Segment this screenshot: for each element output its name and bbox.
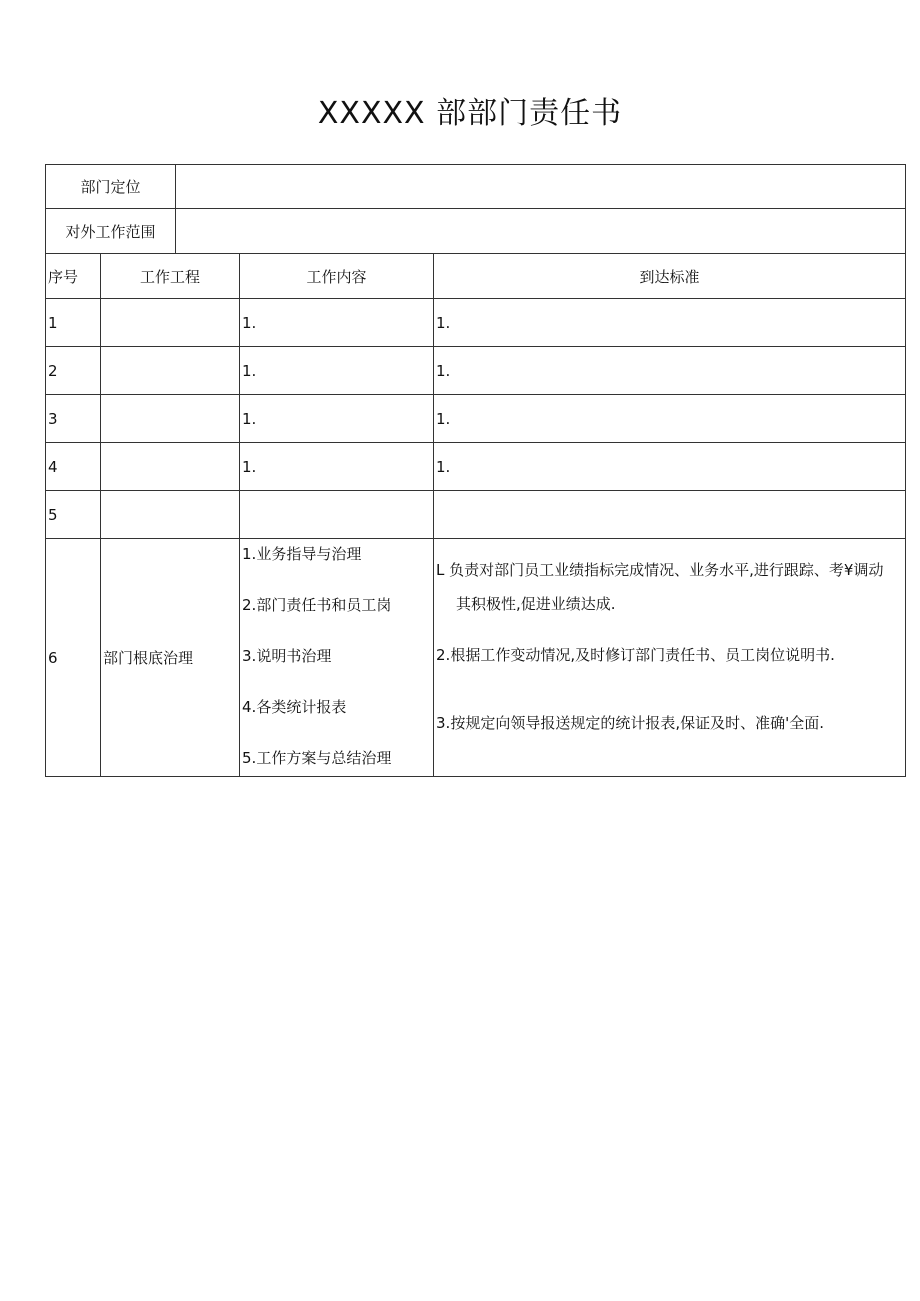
content-item: 2.部门责任书和员工岗 bbox=[242, 596, 392, 614]
info-label: 部门定位 bbox=[46, 165, 176, 209]
row-number: 3 bbox=[46, 395, 101, 443]
table-row bbox=[46, 347, 906, 395]
row-content-list bbox=[240, 539, 434, 777]
row-number: 6 bbox=[46, 539, 101, 777]
row-project bbox=[101, 443, 240, 491]
column-header-standard: 到达标准 bbox=[434, 254, 906, 299]
row-number: 5 bbox=[46, 491, 101, 539]
responsibility-table bbox=[45, 164, 906, 777]
content-item: 4.各类统计报表 bbox=[242, 698, 347, 716]
table-row bbox=[46, 539, 906, 777]
info-value[interactable] bbox=[176, 165, 906, 209]
column-header-project: 工作工程 bbox=[101, 254, 240, 299]
row-number: 4 bbox=[46, 443, 101, 491]
row-standard bbox=[434, 491, 906, 539]
column-header-row bbox=[46, 254, 906, 299]
row-standard: 1. bbox=[434, 443, 906, 491]
row-standard-list bbox=[434, 539, 906, 777]
row-number: 2 bbox=[46, 347, 101, 395]
table-row bbox=[46, 491, 906, 539]
column-header-content: 工作内容 bbox=[240, 254, 434, 299]
document-title: XXXXX 部部门责任书 bbox=[317, 96, 623, 131]
info-value[interactable] bbox=[176, 209, 906, 254]
row-project bbox=[101, 395, 240, 443]
standard-item: 3.按规定向领导报送规定的统计报表,保证及时、准确'全面. bbox=[436, 714, 824, 732]
column-header-no: 序号 bbox=[46, 254, 101, 299]
row-content: 1. bbox=[240, 347, 434, 395]
content-item: 3.说明书治理 bbox=[242, 647, 332, 665]
table-row bbox=[46, 443, 906, 491]
row-standard: 1. bbox=[434, 347, 906, 395]
table-row bbox=[46, 299, 906, 347]
row-content: 1. bbox=[240, 395, 434, 443]
row-standard: 1. bbox=[434, 395, 906, 443]
row-project bbox=[101, 299, 240, 347]
row-project: 部门根底治理 bbox=[101, 539, 240, 777]
row-content bbox=[240, 491, 434, 539]
row-number: 1 bbox=[46, 299, 101, 347]
info-label: 对外工作范围 bbox=[46, 209, 176, 254]
standard-item: L 负责对部门员工业绩指标完成情况、业务水平,进行跟踪、考¥调动 bbox=[436, 561, 884, 579]
row-project bbox=[101, 491, 240, 539]
standard-item: 2.根据工作变动情况,及时修订部门责任书、员工岗位说明书. bbox=[436, 646, 835, 664]
row-content: 1. bbox=[240, 443, 434, 491]
content-item: 1.业务指导与治理 bbox=[242, 545, 362, 563]
table-row bbox=[46, 395, 906, 443]
row-standard: 1. bbox=[434, 299, 906, 347]
info-row-scope bbox=[46, 209, 906, 254]
row-content: 1. bbox=[240, 299, 434, 347]
content-item: 5.工作方案与总结治理 bbox=[242, 749, 392, 767]
standard-item: 其积极性,促进业绩达成. bbox=[456, 595, 616, 613]
row-project bbox=[101, 347, 240, 395]
info-row-position bbox=[46, 165, 906, 209]
